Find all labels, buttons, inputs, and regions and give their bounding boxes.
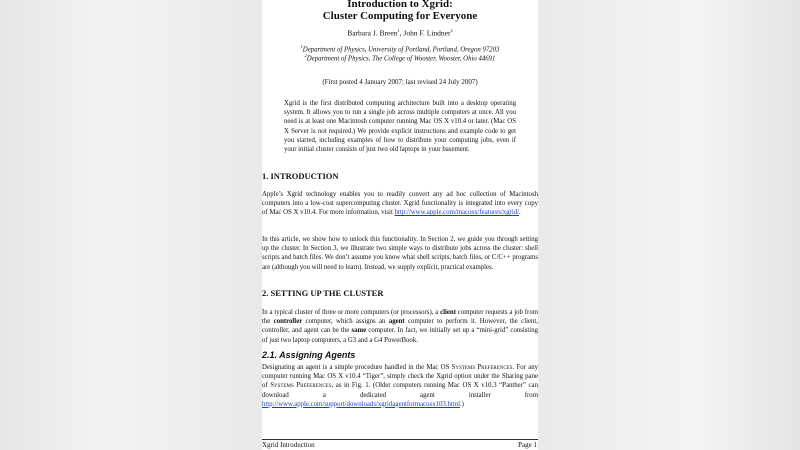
affiliation-2-mark: 2 (304, 53, 307, 58)
abstract-emphasis-not: not (317, 127, 327, 135)
document-page[interactable] (262, 0, 538, 450)
term-client: client (440, 309, 456, 316)
xgrid-agent-download-link[interactable]: http://www.apple.com/support/downloads/xgridagentformacosx103.html (262, 400, 460, 408)
assigning-agents-paragraph (262, 363, 538, 409)
affiliation-2-text: Department of Physics, The College of Wooster, Wooster, Ohio 44691 (306, 55, 496, 63)
agents-text-a: Designating an agent is a simple procedure handled in the Mac OS (262, 364, 452, 371)
affiliation-1-text: Department of Physics, University of Portland, Portland, Oregon 97203 (302, 46, 500, 54)
paper-title-line2: Cluster Computing for Everyone (322, 10, 478, 22)
setup-text-a: In a typical cluster of three or more computers (or processors), a (262, 309, 441, 316)
intro-paragraph-2: In this article, we show how to unlock this functionality. In Section 2, we guide you through setting up the cluster. In Section 3, we illustrate two simple ways to distribute jobs across the cluster: shell scripts and batch files. We don’t assume you know what shell scripts, batch files, or C/C++ programs are (although you will need to learn). Instead, we supply explicit, practical examples. (262, 236, 538, 271)
viewer-background-left (0, 0, 262, 450)
agents-text-d: .) (459, 400, 464, 408)
author-2: John F. Lindner (403, 28, 451, 38)
affiliation-2 (262, 51, 538, 63)
subsection-heading-assigning-agents: 2.1. Assigning Agents (262, 350, 356, 360)
author-1-affil-mark: 1 (397, 28, 400, 33)
paper-title-line1: Introduction to Xgrid: (347, 0, 453, 10)
section-heading-setting-up: 2. SETTING UP THE CLUSTER (262, 288, 384, 298)
term-same: same (351, 327, 367, 335)
xgrid-features-link[interactable]: http://www.apple.com/macosx/features/xgrid/ (394, 209, 520, 217)
viewer-background-right (538, 0, 800, 450)
footer-running-title: Xgrid Introduction (262, 441, 315, 449)
setup-paragraph (262, 308, 538, 345)
author-list (262, 28, 538, 38)
footer-divider (262, 439, 538, 440)
intro-paragraph-1-text: Apple’s Xgrid technology enables you to readily convert any ad hoc collection of Macintosh computers into a low-cost supercomputing cluster. Xgrid functionality is integrated into every copy of Mac OS X v10.4. For more information, visit (262, 191, 538, 217)
agents-text-b: . For any computer running Mac OS X v10.4 “Tiger”, simply check the Xgrid option under the Sharing pane of (262, 364, 538, 390)
agents-text-c: , as in Fig. 1. (Older computers running Mac OS X v10.3 “Panther” can download a dedicated agent installer from (262, 382, 538, 399)
affiliation-1-mark: 1 (300, 44, 303, 49)
author-2-affil-mark: 2 (450, 28, 453, 33)
abstract (284, 99, 516, 154)
author-separator: , (399, 28, 404, 38)
abstract-part-a: Xgrid is the first distributed computing architecture built into a desktop operating system. It allows you to run a single job across multiple computers at once. All you need is at least one Macintosh computer running Mac OS X v10.4 or later. (Mac OS X Server is (284, 100, 516, 135)
intro-paragraph-1-end: . (519, 209, 521, 217)
setup-text-c: computer, which assigns an (302, 318, 389, 326)
term-controller: controller (273, 318, 303, 326)
intro-paragraph-1 (262, 190, 538, 218)
posting-dates: (First posted 4 January 2007; last revised 24 July 2007) (322, 78, 478, 86)
author-1: Barbara J. Breen (347, 28, 398, 38)
abstract-part-b: required.) We provide explicit instructions and example code to get you started, including examples of how to distribute your computing jobs, even if your initial cluster consists of just two old laptops in your basement. (284, 127, 516, 154)
setup-text-d: computer to perform it. However, the client, controller, and agent can be the (262, 318, 538, 335)
footer-page-number: Page 1 (518, 441, 537, 449)
setup-text-e: computer. In fact, we initially set up a “mini-grid” consisting of just two laptop computers, a G3 and a G4 PowerBook. (262, 327, 538, 344)
system-preferences-term-1: Systems Preferences (451, 364, 513, 371)
term-agent: agent (388, 318, 405, 326)
section-heading-introduction: 1. INTRODUCTION (262, 171, 339, 181)
system-preferences-term-2: Systems Preferences (270, 382, 332, 390)
setup-text-b: computer requests a job from the (262, 309, 538, 326)
